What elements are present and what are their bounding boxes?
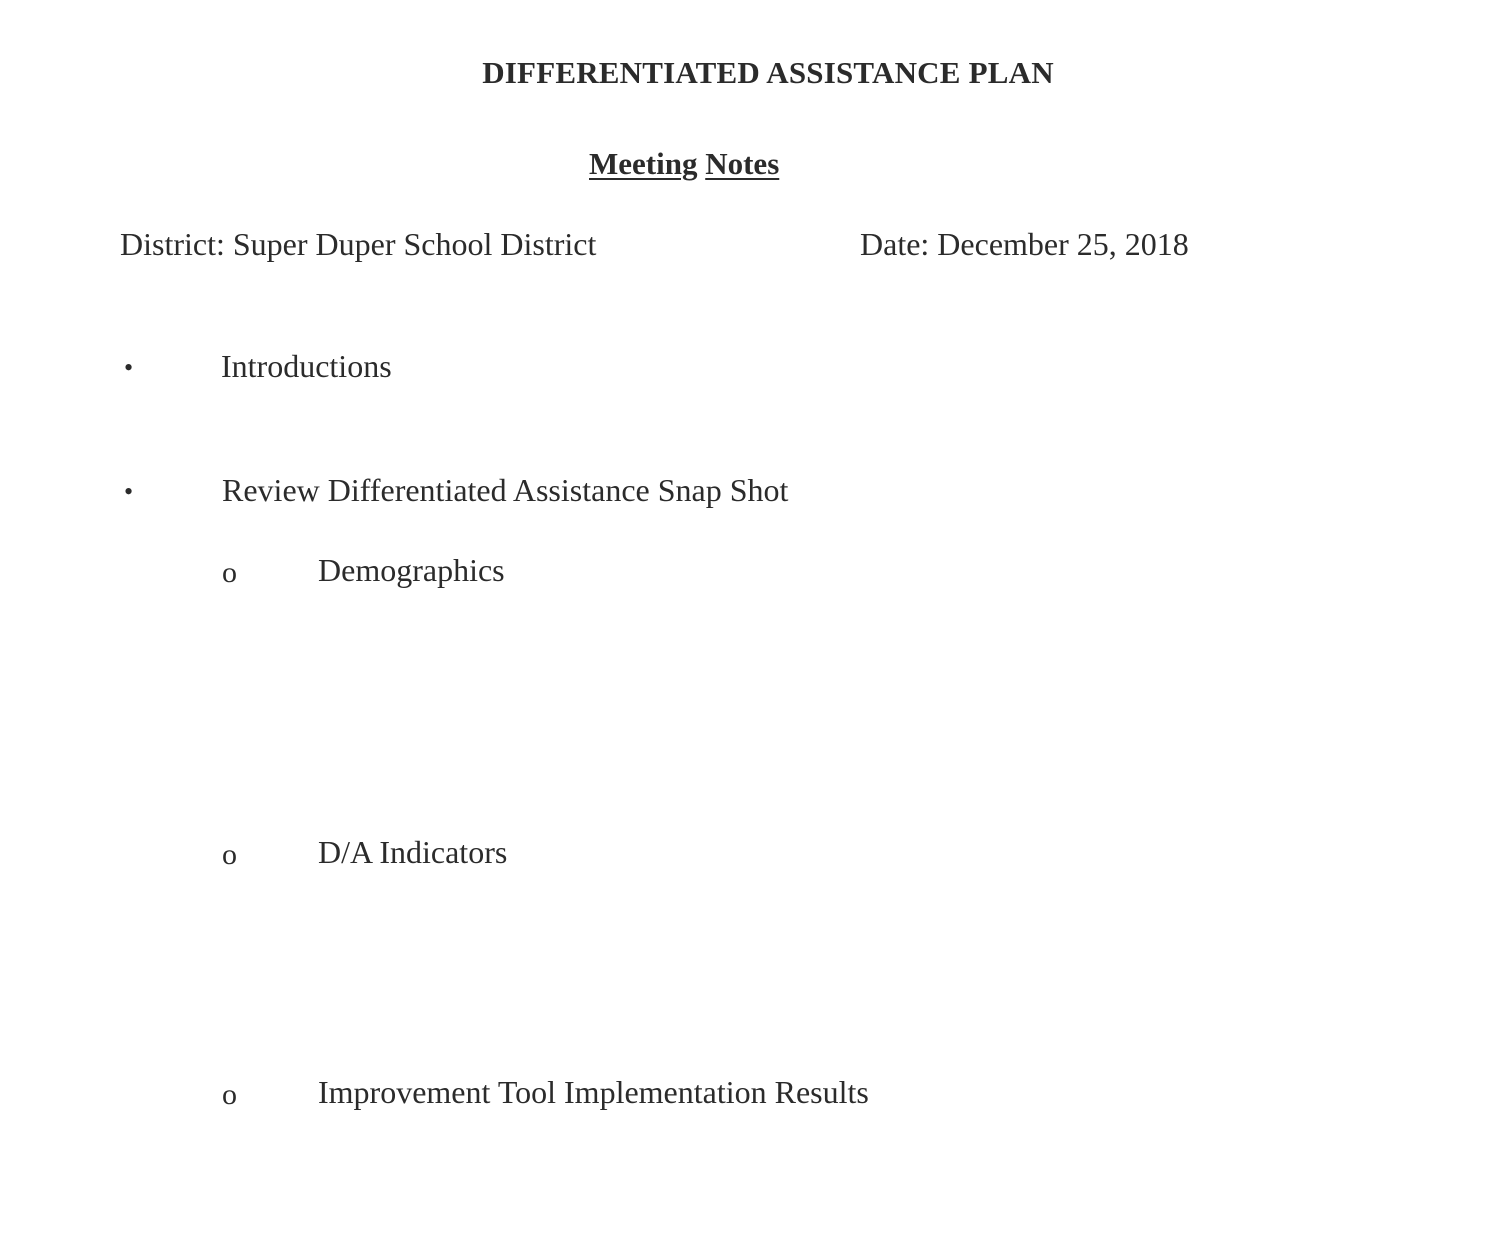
bullet-circle-icon: o: [222, 838, 237, 871]
subtitle-word-meeting: Meeting: [589, 146, 698, 181]
agenda-item-review-snapshot: Review Differentiated Assistance Snap Shot: [222, 472, 789, 508]
subtitle-word-notes: Notes: [705, 146, 780, 181]
document-title: DIFFERENTIATED ASSISTANCE PLAN: [482, 55, 1054, 90]
bullet-circle-icon: o: [222, 556, 237, 589]
agenda-subitem-da-indicators: D/A Indicators: [318, 834, 508, 870]
agenda-subitem-demographics: Demographics: [318, 552, 505, 588]
date-line: Date: December 25, 2018: [860, 226, 1189, 262]
agenda-item-introductions: Introductions: [221, 348, 392, 384]
document-subtitle: [589, 148, 779, 179]
bullet-disc-icon: •: [124, 477, 134, 506]
bullet-circle-icon: o: [222, 1078, 237, 1111]
district-line: District: Super Duper School District: [120, 226, 597, 262]
agenda-subitem-improvement-results: Improvement Tool Implementation Results: [318, 1074, 869, 1110]
bullet-disc-icon: •: [124, 353, 134, 382]
